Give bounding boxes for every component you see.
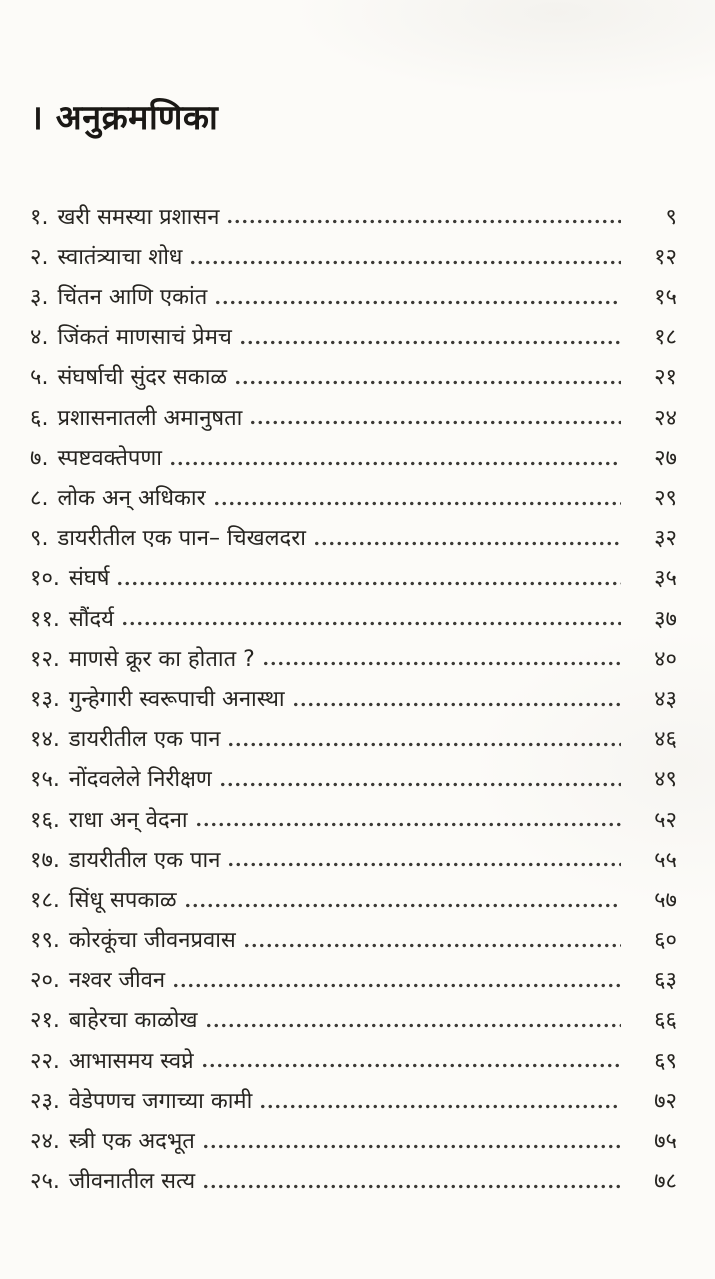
entry-title: प्रशासनातली अमानुषता [57,405,243,431]
dot-leader [189,258,621,267]
toc-entry [30,1157,677,1197]
toc-entry [30,835,677,875]
toc-entry [30,353,677,393]
entry-title: स्पष्टवक्तेपणा [57,445,163,471]
entry-number: २१. [30,1008,60,1034]
entry-page-number: ५७ [654,887,677,913]
toc-entry [30,393,677,433]
entry-page-number: ३७ [654,606,677,632]
entry-page-number: १२ [654,244,677,270]
entry-title: स्वातंत्र्याचा शोध [57,244,183,270]
entry-title: गुन्हेगारी स्वरूपाची अनास्था [68,686,285,712]
toc-entry [30,715,677,755]
entry-title: नोंदवलेले निरीक्षण [68,767,212,793]
entry-number: ११. [30,606,60,632]
dot-leader [172,981,621,990]
entry-page-number: ४९ [654,767,677,793]
toc-entry [30,916,677,956]
dot-leader [227,860,621,869]
toc-entry [30,232,677,272]
entry-title: जीवनातील सत्य [68,1169,196,1195]
dot-leader [292,700,621,709]
entry-page-number: ५५ [654,847,677,873]
entry-number: २४. [30,1129,60,1154]
entry-title: डायरीतील एक पान [68,847,221,873]
entry-number: १३. [30,686,60,712]
toc-entry [30,313,677,353]
toc-entry [30,674,677,714]
dot-leader [262,659,621,668]
entry-number: २. [30,244,49,270]
dot-leader [205,1021,622,1030]
entry-title: माणसे क्रूर का होतात ? [68,646,255,672]
dot-leader [227,740,621,749]
dot-leader [195,820,621,829]
entry-number: ६. [30,405,49,431]
entry-number: २०. [30,968,60,994]
toc-entry [30,755,677,795]
entry-page-number: २४ [654,405,677,431]
dot-leader [201,1061,621,1070]
entry-page-number: ३२ [654,526,677,552]
entry-page-number: १८ [654,325,677,351]
page-title: । अनुक्रमणिका [30,98,219,138]
entry-page-number: २९ [654,486,677,511]
dot-leader [219,780,621,789]
toc-entry [30,1117,677,1157]
entry-title: राधा अन् वेदना [68,807,188,833]
entry-title: कोरकूंचा जीवनप्रवास [68,928,236,954]
entry-number: ७. [30,445,49,471]
entry-number: १९. [30,928,60,954]
entry-number: २३. [30,1088,60,1114]
entry-title: संघर्ष [68,566,110,592]
toc-entry [30,1036,677,1076]
entry-number: ९. [30,526,49,552]
dot-leader [202,1182,621,1191]
toc-entry [30,433,677,473]
entry-page-number: २१ [654,365,677,391]
dot-leader [121,619,621,628]
dot-leader [259,1102,621,1111]
dot-leader [234,378,621,387]
dot-leader [202,1142,621,1151]
entry-page-number: ४० [654,646,677,672]
entry-title: स्त्री एक अदभूत [68,1129,195,1154]
entry-title: खरी समस्या प्रशासन [57,204,220,230]
entry-title: वेडेपणच जगाच्या कामी [68,1088,253,1114]
entry-page-number: ५२ [654,807,677,833]
entry-page-number: ४६ [654,727,677,753]
entry-number: ८. [30,486,49,511]
toc-entry [30,474,677,514]
entry-number: २५. [30,1169,60,1195]
entry-number: १५. [30,767,60,793]
dot-leader [239,338,621,347]
entry-page-number: ६३ [654,968,677,994]
entry-number: १०. [30,566,60,592]
entry-title: नश्वर जीवन [68,968,166,994]
entry-number: १४. [30,727,60,753]
dot-leader [184,901,621,910]
entry-number: ३. [30,285,49,311]
entry-title: संघर्षाची सुंदर सकाळ [57,365,228,391]
dot-leader [169,459,621,468]
toc-entry [30,273,677,313]
dot-leader [243,941,621,950]
toc-entry [30,554,677,594]
entry-number: १८. [30,887,60,913]
entry-page-number: ६६ [654,1008,677,1034]
toc-entry [30,634,677,674]
entry-title: डायरीतील एक पान– चिखलदरा [57,526,306,552]
entry-title: सौंदर्य [68,606,114,632]
entry-number: १७. [30,847,60,873]
toc-entry [30,594,677,634]
entry-title: लोक अन् अधिकार [57,486,206,511]
entry-title: डायरीतील एक पान [68,727,221,753]
entry-page-number: २७ [654,445,677,471]
dot-leader [313,539,621,548]
entry-number: ५. [30,365,49,391]
dot-leader [213,499,621,508]
entry-title: आभासमय स्वप्ने [68,1048,194,1074]
entry-number: १. [30,204,49,230]
toc-entry [30,514,677,554]
toc-list [30,192,677,1197]
entry-number: २२. [30,1048,60,1074]
entry-number: १६. [30,807,60,833]
entry-title: जिंकतं माणसाचं प्रेमच [57,325,232,351]
toc-entry [30,192,677,232]
toc-entry [30,1076,677,1116]
entry-page-number: ७५ [654,1129,677,1154]
entry-page-number: ४३ [654,686,677,712]
dot-leader [214,298,621,307]
entry-title: बाहेरचा काळोख [68,1008,198,1034]
entry-number: १२. [30,646,60,672]
entry-title: चिंतन आणि एकांत [57,285,208,311]
entry-page-number: ६० [654,928,677,954]
entry-page-number: ९ [665,204,677,230]
entry-page-number: १५ [654,285,677,311]
entry-page-number: ७२ [654,1088,677,1114]
dot-leader [226,217,621,226]
toc-entry [30,875,677,915]
entry-title: सिंधू सपकाळ [68,887,177,913]
dot-leader [249,418,621,427]
dot-leader [116,579,621,588]
entry-page-number: ७८ [654,1169,677,1195]
toc-entry [30,996,677,1036]
toc-entry [30,956,677,996]
entry-page-number: ३५ [654,566,677,592]
entry-page-number: ६९ [654,1048,677,1074]
toc-entry [30,795,677,835]
entry-number: ४. [30,325,49,351]
